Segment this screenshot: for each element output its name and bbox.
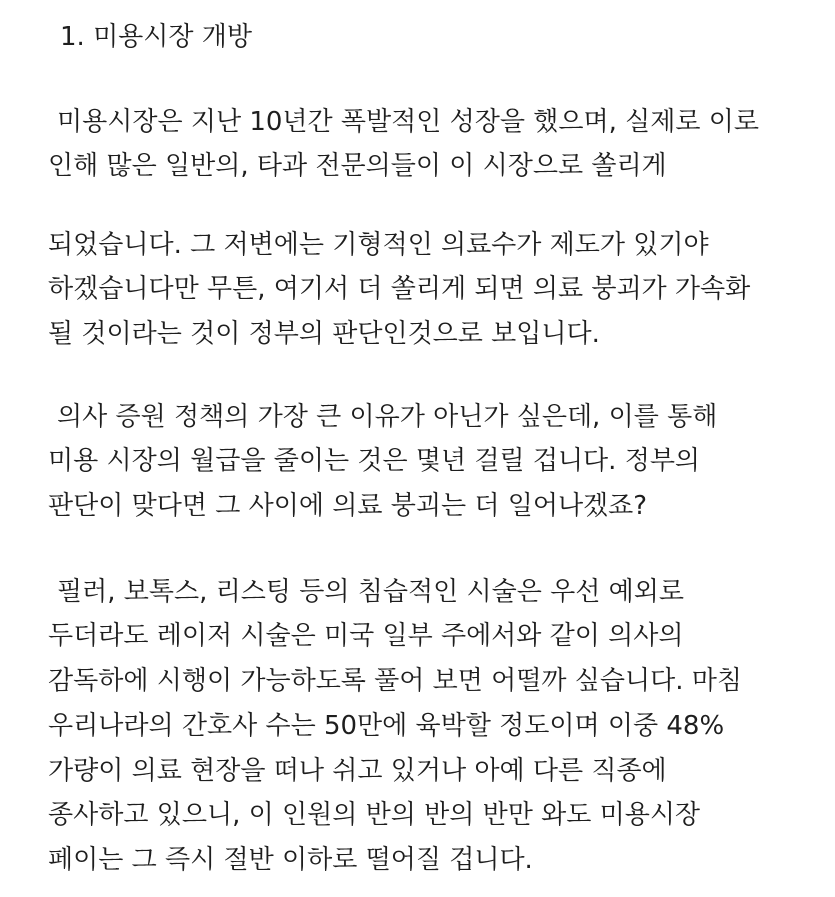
paragraph-line: 판단이 맞다면 그 사이에 의료 붕괴는 더 일어나겠죠?: [48, 491, 648, 521]
paragraph-line: 인해 많은 일반의, 타과 전문의들이 이 시장으로 쏠리게: [48, 151, 667, 181]
paragraph-line: 될 것이라는 것이 정부의 판단인것으로 보입니다.: [48, 319, 600, 349]
paragraph-line: 하겠습니다만 무튼, 여기서 더 쏠리게 되면 의료 붕괴가 가속화: [48, 274, 751, 304]
paragraph-line: 페이는 그 즉시 절반 이하로 떨어질 겁니다.: [48, 845, 533, 875]
paragraph-line: 미용 시장의 월급을 줄이는 것은 몇년 걸릴 겁니다. 정부의: [48, 446, 701, 476]
paragraph-line: 두더라도 레이저 시술은 미국 일부 주에서와 같이 의사의: [48, 621, 684, 651]
paragraph-line: 필러, 보톡스, 리스팅 등의 침습적인 시술은 우선 예외로: [57, 577, 684, 607]
paragraph-line: 가량이 의료 현장을 떠나 쉬고 있거나 아예 다른 직종에: [48, 756, 667, 786]
paragraph-line: 우리나라의 간호사 수는 50만에 육박할 정도이며 이중 48%: [48, 711, 725, 741]
section-heading: 1. 미용시장 개방: [60, 22, 253, 52]
paragraph-line: 되었습니다. 그 저변에는 기형적인 의료수가 제도가 있기야: [48, 230, 709, 260]
paragraph-line: 의사 증원 정책의 가장 큰 이유가 아닌가 싶은데, 이를 통해: [57, 402, 718, 432]
paragraph-line: 감독하에 시행이 가능하도록 풀어 보면 어떨까 싶습니다. 마침: [48, 666, 743, 696]
paragraph-line: 미용시장은 지난 10년간 폭발적인 성장을 했으며, 실제로 이로: [57, 107, 759, 137]
paragraph-line: 종사하고 있으니, 이 인원의 반의 반의 반만 와도 미용시장: [48, 800, 701, 830]
